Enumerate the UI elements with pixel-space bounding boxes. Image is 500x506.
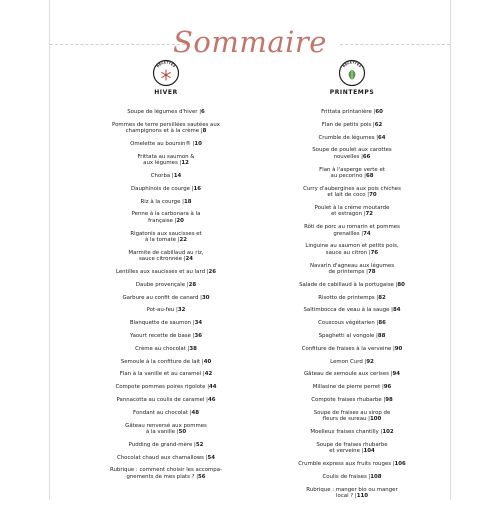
toc-entry [86, 455, 246, 461]
toc-entry-title: Spaghetti al vongole | [318, 333, 378, 339]
toc-entry [272, 307, 432, 313]
toc-entry [272, 371, 432, 377]
toc-entry-title: Semoule à la confiture de lait | [120, 358, 204, 365]
toc-entry-title: Rôti de porc au romarin et pommes grenailles | [304, 224, 400, 237]
toc-entry [86, 231, 246, 244]
toc-entry-page: 24 [185, 256, 193, 263]
toc-entry-title: Flan de petits pois | [321, 121, 375, 128]
document-page [49, 0, 451, 500]
toc-entry-title: Pannacotta au coulis de caramel | [116, 396, 208, 403]
toc-entry-title: Chocolat chaud aux chamallows | [116, 454, 208, 461]
toc-entry-page: 22 [179, 237, 187, 243]
toc-entry-page: 60 [375, 109, 383, 115]
toc-entry-title: Lemon Curd | [330, 358, 367, 365]
toc-entry-page: 98 [385, 396, 393, 403]
toc-entry-page: 30 [202, 294, 210, 301]
toc-entry [86, 269, 246, 275]
toc-entry-title: Fondant au chocolat | [133, 409, 192, 416]
toc-entry-title: Millasine de pierre perret | [312, 384, 384, 391]
toc-entry [86, 109, 246, 115]
spring-badge-text: RECETTES [341, 60, 363, 69]
toc-entry-title: Poulet à la crème moutarde et estragon | [314, 205, 390, 218]
toc-entry-page: 40 [203, 358, 212, 365]
toc-entry-page: 18 [183, 198, 192, 205]
toc-entry-title: Yaourt recette de base | [130, 332, 195, 339]
svg-text:RECETTES [342, 60, 363, 68]
toc-entry-page: 76 [370, 249, 379, 256]
toc-entry-title: Crumble express aux fruits rouges | [298, 460, 395, 467]
toc-entry-page: 28 [188, 281, 197, 288]
toc-entry [86, 295, 246, 301]
toc-entry-page: 36 [194, 332, 202, 339]
page-title: Sommaire [173, 25, 327, 59]
toc-entry-title: Linguine au saumon et petits pois, sauce au citron | [305, 243, 399, 256]
toc-entry-title: Crème au chocolat | [135, 345, 190, 352]
toc-entry [272, 263, 432, 276]
toc-entry [86, 211, 246, 224]
toc-entry-title: Gâteau renversé aux pommes à la vanille | [125, 422, 207, 435]
toc-entry-title: Navarin d'agneau aux légumes de printemps | [309, 262, 395, 276]
toc-entry-title: Garbure au confit de canard | [122, 294, 202, 301]
toc-entry-page: 100 [369, 416, 382, 423]
toc-entry-page: 26 [208, 269, 217, 275]
section-heading-winter: HIVER [154, 89, 178, 96]
toc-entry [86, 199, 246, 205]
winter-badge-ring [151, 58, 181, 88]
toc-entry-title: Salade de cabillaud à la portugaise | [299, 281, 398, 288]
toc-entry [272, 205, 432, 218]
toc-entry [272, 243, 432, 256]
toc-entry-page: 32 [177, 307, 186, 314]
toc-entry [272, 320, 432, 326]
toc-entry-title: Soupe de poulet aux carottes nouvelles | [312, 147, 392, 160]
toc-entry-title: Compote pommes poires rigolote | [115, 384, 210, 391]
toc-entry-page: 54 [207, 454, 216, 461]
toc-entry-title: Flan à l'asperge verte et au pecorino | [319, 166, 385, 179]
toc-entry-page: 12 [181, 160, 189, 167]
toc-entry-title: Pudding de grand-mère | [128, 441, 196, 448]
toc-entry [272, 487, 432, 500]
toc-entry [272, 186, 432, 199]
toc-entry [272, 147, 432, 160]
toc-entry [272, 461, 432, 467]
toc-entry-title: Riz à la courge | [140, 198, 184, 205]
toc-entry-title: Frittata au saumon & aux légumes | [137, 153, 195, 167]
toc-entry-page: 66 [362, 153, 371, 160]
toc-entry-page: 90 [394, 345, 403, 352]
toc-entry-page: 20 [176, 217, 184, 224]
toc-entry [272, 122, 432, 128]
toc-entry [86, 410, 246, 416]
section-heading-spring: PRINTEMPS [329, 89, 375, 96]
spring-badge-ring [337, 58, 367, 88]
toc-entry [272, 359, 432, 365]
toc-entry-title: Chorba | [150, 173, 174, 179]
toc-entry [86, 423, 246, 436]
toc-entry-title: Moelleux fraises chantilly | [310, 428, 383, 435]
toc-entry-page: 92 [366, 358, 374, 365]
toc-entry-page: 84 [392, 307, 401, 314]
toc-entry-page: 74 [363, 230, 371, 237]
toc-entry-page: 82 [378, 294, 386, 301]
toc-entry-page: 8 [202, 128, 207, 135]
toc-entry [272, 333, 432, 339]
toc-entry [272, 135, 432, 141]
toc-entry [86, 371, 246, 377]
toc-entry-page: 62 [374, 121, 383, 128]
toc-entry-title: Dauphinois de courge | [131, 185, 194, 192]
toc-entry-page: 10 [194, 141, 202, 147]
toc-entry-title: Rubrique : manger bio ou manger local ? | [306, 486, 398, 499]
toc-entry [86, 442, 246, 448]
toc-entry-page: 6 [201, 109, 205, 115]
toc-entry [272, 410, 432, 423]
toc-entry-title: Coulis de fraises | [322, 473, 371, 480]
toc-entry-title: Curry d'aubergines aux pois chiches et lait de coco | [303, 185, 401, 199]
toc-entry [272, 167, 432, 180]
snowflake-icon [162, 70, 171, 80]
toc-entry [272, 346, 432, 352]
toc-entry-title: Rigatonis aux saucisses et à la tomate | [130, 230, 202, 243]
toc-entry [272, 442, 432, 455]
toc-entry-title: Frittata printanière | [321, 109, 376, 115]
toc-entry-title: Omelette au boursin® | [130, 141, 195, 147]
toc-entry-title: Pommes de terre persillées sautées aux champignons et à la crème | [112, 121, 220, 135]
toc-entry [272, 397, 432, 403]
toc-entry-page: 104 [363, 448, 375, 455]
toc-entry [86, 250, 246, 263]
toc-entry-title: Soupe de légumes d'hiver | [127, 109, 202, 115]
toc-entry [272, 384, 432, 390]
toc-entry-page: 70 [369, 192, 377, 199]
toc-entry-title: Couscous végétarien | [318, 320, 379, 327]
toc-entry-title: Soupe de fraises au sirop de fleurs de sureau | [313, 409, 391, 423]
winter-badge-text: RECETTES [155, 60, 177, 69]
toc-entry [272, 295, 432, 301]
svg-text:RECETTES [156, 60, 177, 68]
toc-entry-page: 34 [194, 320, 203, 327]
toc-entry-page: 50 [178, 428, 187, 435]
toc-entry-title: Marmite de cabillaud au riz, sauce citronnée | [128, 249, 204, 263]
toc-entry [86, 346, 246, 352]
toc-entry-title: Soupe de fraises rhubarbe et verveine | [316, 441, 388, 455]
toc-entry [86, 141, 246, 147]
toc-entry-title: Crumble de légumes | [318, 134, 379, 141]
toc-entry [86, 186, 246, 192]
toc-entry [86, 467, 246, 480]
toc-entry-title: Risotto de printemps | [318, 294, 379, 301]
toc-entry-page: 48 [191, 409, 199, 416]
toc-entry [272, 109, 432, 115]
toc-entry [272, 429, 432, 435]
toc-entry-page: 14 [173, 173, 182, 179]
toc-entry-page: 80 [397, 281, 405, 288]
toc-list-spring [272, 109, 432, 499]
toc-entry-page: 38 [189, 345, 197, 352]
toc-entry-page: 64 [378, 134, 386, 141]
toc-entry-title: Daube provençale | [135, 281, 189, 288]
toc-entry-title: Flan à la vanille et au caramel | [119, 371, 205, 378]
toc-entry-page: 44 [209, 384, 217, 391]
toc-entry-title: Blanquette de saumon | [129, 320, 195, 327]
toc-entry-title: Compote fraises rhubarbe | [311, 396, 386, 403]
spring-badge [337, 58, 367, 88]
toc-entry-page: 72 [365, 211, 374, 218]
toc-entry [86, 154, 246, 167]
toc-entry-page: 106 [394, 460, 406, 467]
toc-entry [86, 307, 246, 313]
toc-entry-title: Gâteau de semoule aux cerises | [303, 371, 393, 378]
toc-entry-page: 110 [356, 492, 368, 499]
toc-entry-page: 94 [392, 371, 400, 378]
toc-entry-page: 78 [367, 269, 376, 276]
toc-entry [86, 320, 246, 326]
toc-entry-title: Lentilles aux saucisses et au lard | [115, 269, 209, 275]
toc-entry-page: 16 [193, 185, 201, 192]
toc-entry-title: Penne à la carbonara à la française | [131, 211, 201, 224]
toc-entry [86, 282, 246, 288]
toc-entry-page: 86 [378, 320, 386, 327]
toc-entry [272, 224, 432, 237]
toc-entry [86, 122, 246, 135]
toc-entry [86, 173, 246, 179]
toc-entry-page: 108 [370, 473, 382, 480]
toc-entry-page: 102 [382, 428, 394, 435]
toc-entry-title: Pot-au-feu | [146, 307, 178, 314]
toc-entry-page: 52 [195, 441, 204, 448]
toc-entry-page: 56 [198, 473, 206, 480]
toc-entry [272, 474, 432, 480]
leaf-icon [349, 70, 356, 81]
toc-entry-page: 68 [365, 173, 374, 179]
winter-badge [151, 58, 181, 88]
toc-entry [86, 397, 246, 403]
toc-list-winter [86, 109, 246, 480]
toc-entry-title: Rubrique : comment choisir les accompa- gnements de mes plats ? | [110, 467, 222, 480]
toc-entry-page: 42 [204, 371, 213, 378]
toc-entry [86, 333, 246, 339]
toc-entry-page: 88 [377, 333, 386, 339]
toc-entry-title: Saltimbocca de veau à la sauge | [303, 307, 393, 314]
toc-entry [272, 282, 432, 288]
toc-entry-page: 46 [207, 396, 216, 403]
toc-entry-page: 96 [383, 384, 392, 391]
toc-entry [86, 384, 246, 390]
toc-entry-title: Confiture de fraises à la verveine | [301, 345, 395, 352]
column-spring [272, 58, 432, 506]
toc-entry [86, 359, 246, 365]
column-winter [86, 58, 246, 487]
